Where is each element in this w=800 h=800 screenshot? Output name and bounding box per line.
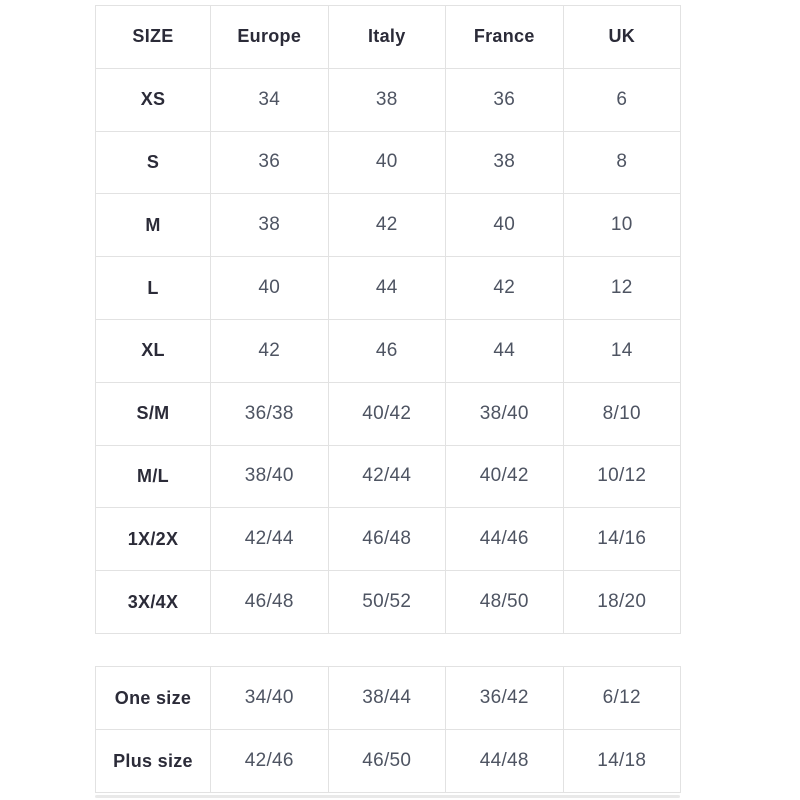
value-cell: 10 — [563, 194, 681, 257]
value-cell: 40/42 — [446, 445, 564, 508]
value-cell: 34 — [211, 68, 329, 131]
column-header-france: France — [446, 6, 564, 69]
size-conversion-table — [95, 5, 681, 634]
value-cell: 14/16 — [563, 508, 681, 571]
value-cell: 36/38 — [211, 382, 329, 445]
special-sizes-table-body — [96, 667, 681, 793]
value-cell: 48/50 — [446, 571, 564, 634]
size-label-cell: 3X/4X — [96, 571, 211, 634]
value-cell: 14 — [563, 319, 681, 382]
table-row — [96, 319, 681, 382]
value-cell: 50/52 — [328, 571, 446, 634]
value-cell: 44/46 — [446, 508, 564, 571]
table-row — [96, 131, 681, 194]
size-label-cell: 1X/2X — [96, 508, 211, 571]
value-cell: 36 — [446, 68, 564, 131]
value-cell: 42/44 — [328, 445, 446, 508]
table-row — [96, 382, 681, 445]
column-header-europe: Europe — [211, 6, 329, 69]
value-cell: 36/42 — [446, 667, 564, 730]
column-header-italy: Italy — [328, 6, 446, 69]
table-row — [96, 194, 681, 257]
table-row — [96, 667, 681, 730]
value-cell: 40 — [211, 257, 329, 320]
value-cell: 38 — [446, 131, 564, 194]
horizontal-scrollbar[interactable] — [95, 795, 680, 798]
value-cell: 42 — [211, 319, 329, 382]
value-cell: 38/44 — [328, 667, 446, 730]
value-cell: 38/40 — [211, 445, 329, 508]
value-cell: 46 — [328, 319, 446, 382]
value-cell: 6 — [563, 68, 681, 131]
value-cell: 6/12 — [563, 667, 681, 730]
value-cell: 38 — [211, 194, 329, 257]
size-label-cell: M — [96, 194, 211, 257]
table-row — [96, 445, 681, 508]
value-cell: 42/44 — [211, 508, 329, 571]
header-row — [96, 6, 681, 69]
size-label-cell: One size — [96, 667, 211, 730]
value-cell: 44 — [328, 257, 446, 320]
size-label-cell: L — [96, 257, 211, 320]
size-label-cell: S — [96, 131, 211, 194]
value-cell: 14/18 — [563, 730, 681, 793]
value-cell: 34/40 — [211, 667, 329, 730]
value-cell: 38/40 — [446, 382, 564, 445]
value-cell: 46/48 — [211, 571, 329, 634]
value-cell: 40 — [446, 194, 564, 257]
value-cell: 44/48 — [446, 730, 564, 793]
value-cell: 10/12 — [563, 445, 681, 508]
special-sizes-table — [95, 666, 681, 793]
value-cell: 46/48 — [328, 508, 446, 571]
table-row — [96, 508, 681, 571]
column-header-size: SIZE — [96, 6, 211, 69]
size-label-cell: Plus size — [96, 730, 211, 793]
size-table-body — [96, 68, 681, 633]
value-cell: 42 — [328, 194, 446, 257]
table-row — [96, 730, 681, 793]
value-cell: 40 — [328, 131, 446, 194]
value-cell: 42/46 — [211, 730, 329, 793]
value-cell: 36 — [211, 131, 329, 194]
value-cell: 18/20 — [563, 571, 681, 634]
value-cell: 46/50 — [328, 730, 446, 793]
table-row — [96, 68, 681, 131]
column-header-uk: UK — [563, 6, 681, 69]
value-cell: 8/10 — [563, 382, 681, 445]
table-row — [96, 571, 681, 634]
table-row — [96, 257, 681, 320]
value-cell: 42 — [446, 257, 564, 320]
size-label-cell: M/L — [96, 445, 211, 508]
value-cell: 38 — [328, 68, 446, 131]
value-cell: 40/42 — [328, 382, 446, 445]
size-label-cell: XL — [96, 319, 211, 382]
value-cell: 12 — [563, 257, 681, 320]
size-label-cell: S/M — [96, 382, 211, 445]
value-cell: 44 — [446, 319, 564, 382]
value-cell: 8 — [563, 131, 681, 194]
size-label-cell: XS — [96, 68, 211, 131]
